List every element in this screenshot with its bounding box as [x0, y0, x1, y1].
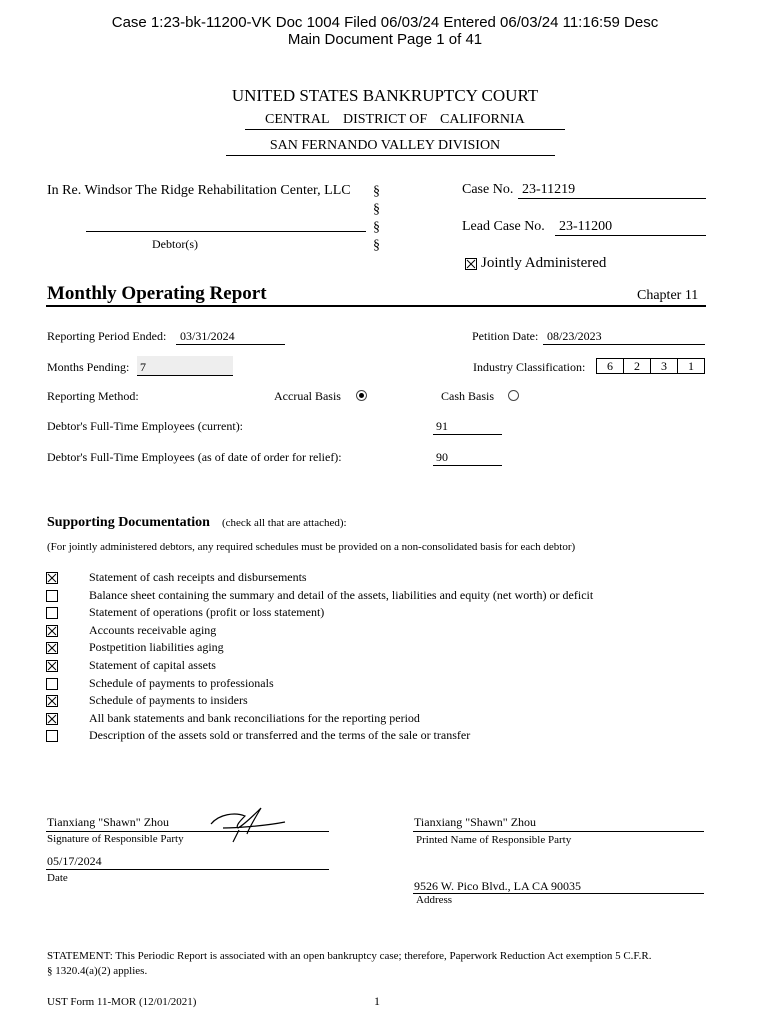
check-x-icon [47, 626, 57, 636]
employees-relief-value[interactable]: 90 [436, 450, 448, 464]
period-underline [176, 344, 285, 345]
jointly-administered-label: Jointly Administered [481, 255, 607, 271]
doc-label: Statement of operations (profit or loss statement) [89, 605, 325, 619]
employees-current-value[interactable]: 91 [436, 419, 448, 433]
statement-line1: STATEMENT: This Periodic Report is associated with an open bankruptcy case; therefore, Paperwork Reduction Act exemption 5 C.F.R. [47, 950, 652, 962]
employees-relief-underline [433, 465, 502, 466]
doc-checkbox[interactable] [46, 607, 58, 619]
doc-checkbox[interactable] [46, 730, 58, 742]
naics-digit: 3 [651, 359, 678, 373]
employees-relief-label: Debtor's Full-Time Employees (as of date of order for relief): [47, 450, 342, 464]
cash-basis-label: Cash Basis [441, 389, 495, 403]
signature-line [46, 831, 329, 832]
section-mark: § [373, 202, 380, 217]
signer-name: Tianxiang "Shawn" Zhou [47, 815, 170, 829]
handwritten-signature [205, 804, 295, 844]
supporting-heading: Supporting Documentation [47, 515, 210, 530]
case-header-line1: Case 1:23-bk-11200-VK Doc 1004 Filed 06/03/24 Entered 06/03/24 11:16:59 Desc [111, 14, 659, 31]
naics-digit: 1 [688, 359, 694, 373]
supporting-heading-note: (check all that are attached): [222, 517, 347, 529]
petition-underline [543, 344, 705, 345]
district-state: CALIFORNIA [440, 112, 525, 127]
address-line [413, 893, 704, 894]
division-underline [226, 155, 555, 156]
accrual-basis-label: Accrual Basis [274, 389, 341, 403]
case-no-value: 23-11219 [522, 182, 576, 197]
section-mark: § [373, 184, 380, 199]
doc-checkbox[interactable] [46, 625, 58, 637]
period-label: Reporting Period Ended: [47, 329, 167, 343]
lead-case-value: 23-11200 [559, 219, 613, 234]
section-mark: § [373, 238, 380, 253]
printed-name-label: Printed Name of Responsible Party [416, 834, 572, 846]
address-label: Address [416, 894, 453, 906]
months-pending-label: Months Pending: [47, 360, 130, 374]
debtor-line [86, 231, 366, 232]
check-x-icon [466, 259, 476, 269]
printed-name-line [413, 831, 704, 832]
doc-label: Schedule of payments to insiders [89, 693, 248, 707]
check-x-icon [47, 696, 57, 706]
division-name: SAN FERNANDO VALLEY DIVISION [269, 138, 501, 153]
doc-label: Accounts receivable aging [89, 623, 217, 637]
naics-digit: 2 [624, 359, 651, 373]
check-x-icon [47, 714, 57, 724]
jointly-administered-checkbox[interactable] [465, 258, 477, 270]
doc-checkbox[interactable] [46, 590, 58, 602]
doc-checkbox[interactable] [46, 642, 58, 654]
doc-label: All bank statements and bank reconciliations for the reporting period [89, 711, 420, 725]
doc-checkbox[interactable] [46, 713, 58, 725]
cash-basis-radio[interactable] [508, 390, 519, 401]
court-title: UNITED STATES BANKRUPTCY COURT [231, 86, 539, 105]
employees-current-label: Debtor's Full-Time Employees (current): [47, 419, 244, 433]
debtors-label: Debtor(s) [152, 237, 198, 251]
lead-case-underline [555, 235, 706, 236]
months-pending-value: 7 [140, 360, 146, 374]
lead-case-label: Lead Case No. [462, 219, 545, 234]
date-line [46, 869, 329, 870]
months-underline [137, 375, 233, 376]
check-x-icon [47, 661, 57, 671]
months-pending-field[interactable] [137, 356, 233, 375]
check-x-icon [47, 573, 57, 583]
doc-checkbox[interactable] [46, 572, 58, 584]
date-value[interactable]: 05/17/2024 [47, 854, 102, 868]
doc-checkbox[interactable] [46, 695, 58, 707]
form-id: UST Form 11-MOR (12/01/2021) [47, 996, 197, 1008]
doc-label: Postpetition liabilities aging [89, 640, 224, 654]
statement-line2: § 1320.4(a)(2) applies. [47, 965, 148, 977]
employees-current-underline [433, 434, 502, 435]
case-no-underline [518, 198, 706, 199]
period-value[interactable]: 03/31/2024 [180, 329, 235, 343]
naics-digit: 6 [597, 359, 624, 373]
doc-checkbox[interactable] [46, 660, 58, 672]
reporting-method-label: Reporting Method: [47, 389, 139, 403]
address-value[interactable]: 9526 W. Pico Blvd., LA CA 90035 [414, 879, 582, 893]
doc-checkbox[interactable] [46, 678, 58, 690]
accrual-basis-radio[interactable] [356, 390, 367, 401]
section-mark: § [373, 220, 380, 235]
petition-value[interactable]: 08/23/2023 [547, 329, 602, 343]
chapter-label: Chapter 11 [637, 288, 699, 303]
title-rule [46, 305, 706, 307]
doc-label: Schedule of payments to professionals [89, 676, 274, 690]
check-x-icon [47, 643, 57, 653]
district-of-label: DISTRICT OF [343, 112, 428, 127]
date-label: Date [47, 872, 68, 884]
district-name: CENTRAL [265, 112, 330, 127]
petition-label: Petition Date: [472, 329, 539, 343]
signature-label: Signature of Responsible Party [47, 833, 184, 845]
district-underline [245, 129, 565, 130]
case-no-label: Case No. [462, 182, 514, 197]
doc-label: Statement of cash receipts and disbursements [89, 570, 307, 584]
industry-classification-boxes[interactable] [596, 358, 705, 374]
industry-label: Industry Classification: [473, 360, 586, 374]
page-number: 1 [374, 994, 380, 1008]
report-title: Monthly Operating Report [47, 283, 267, 304]
doc-label: Balance sheet containing the summary and detail of the assets, liabilities and equity (net worth) or deficit [89, 588, 594, 602]
in-re-debtor: In Re. Windsor The Ridge Rehabilitation Center, LLC [47, 183, 351, 198]
doc-label: Statement of capital assets [89, 658, 216, 672]
doc-label: Description of the assets sold or transferred and the terms of the sale or transfer [89, 728, 471, 742]
printed-name-value: Tianxiang "Shawn" Zhou [414, 815, 537, 829]
case-header-line2: Main Document Page 1 of 41 [287, 31, 483, 48]
supporting-note: (For jointly administered debtors, any required schedules must be provided on a non-consolidated basis for each debtor) [47, 541, 576, 553]
